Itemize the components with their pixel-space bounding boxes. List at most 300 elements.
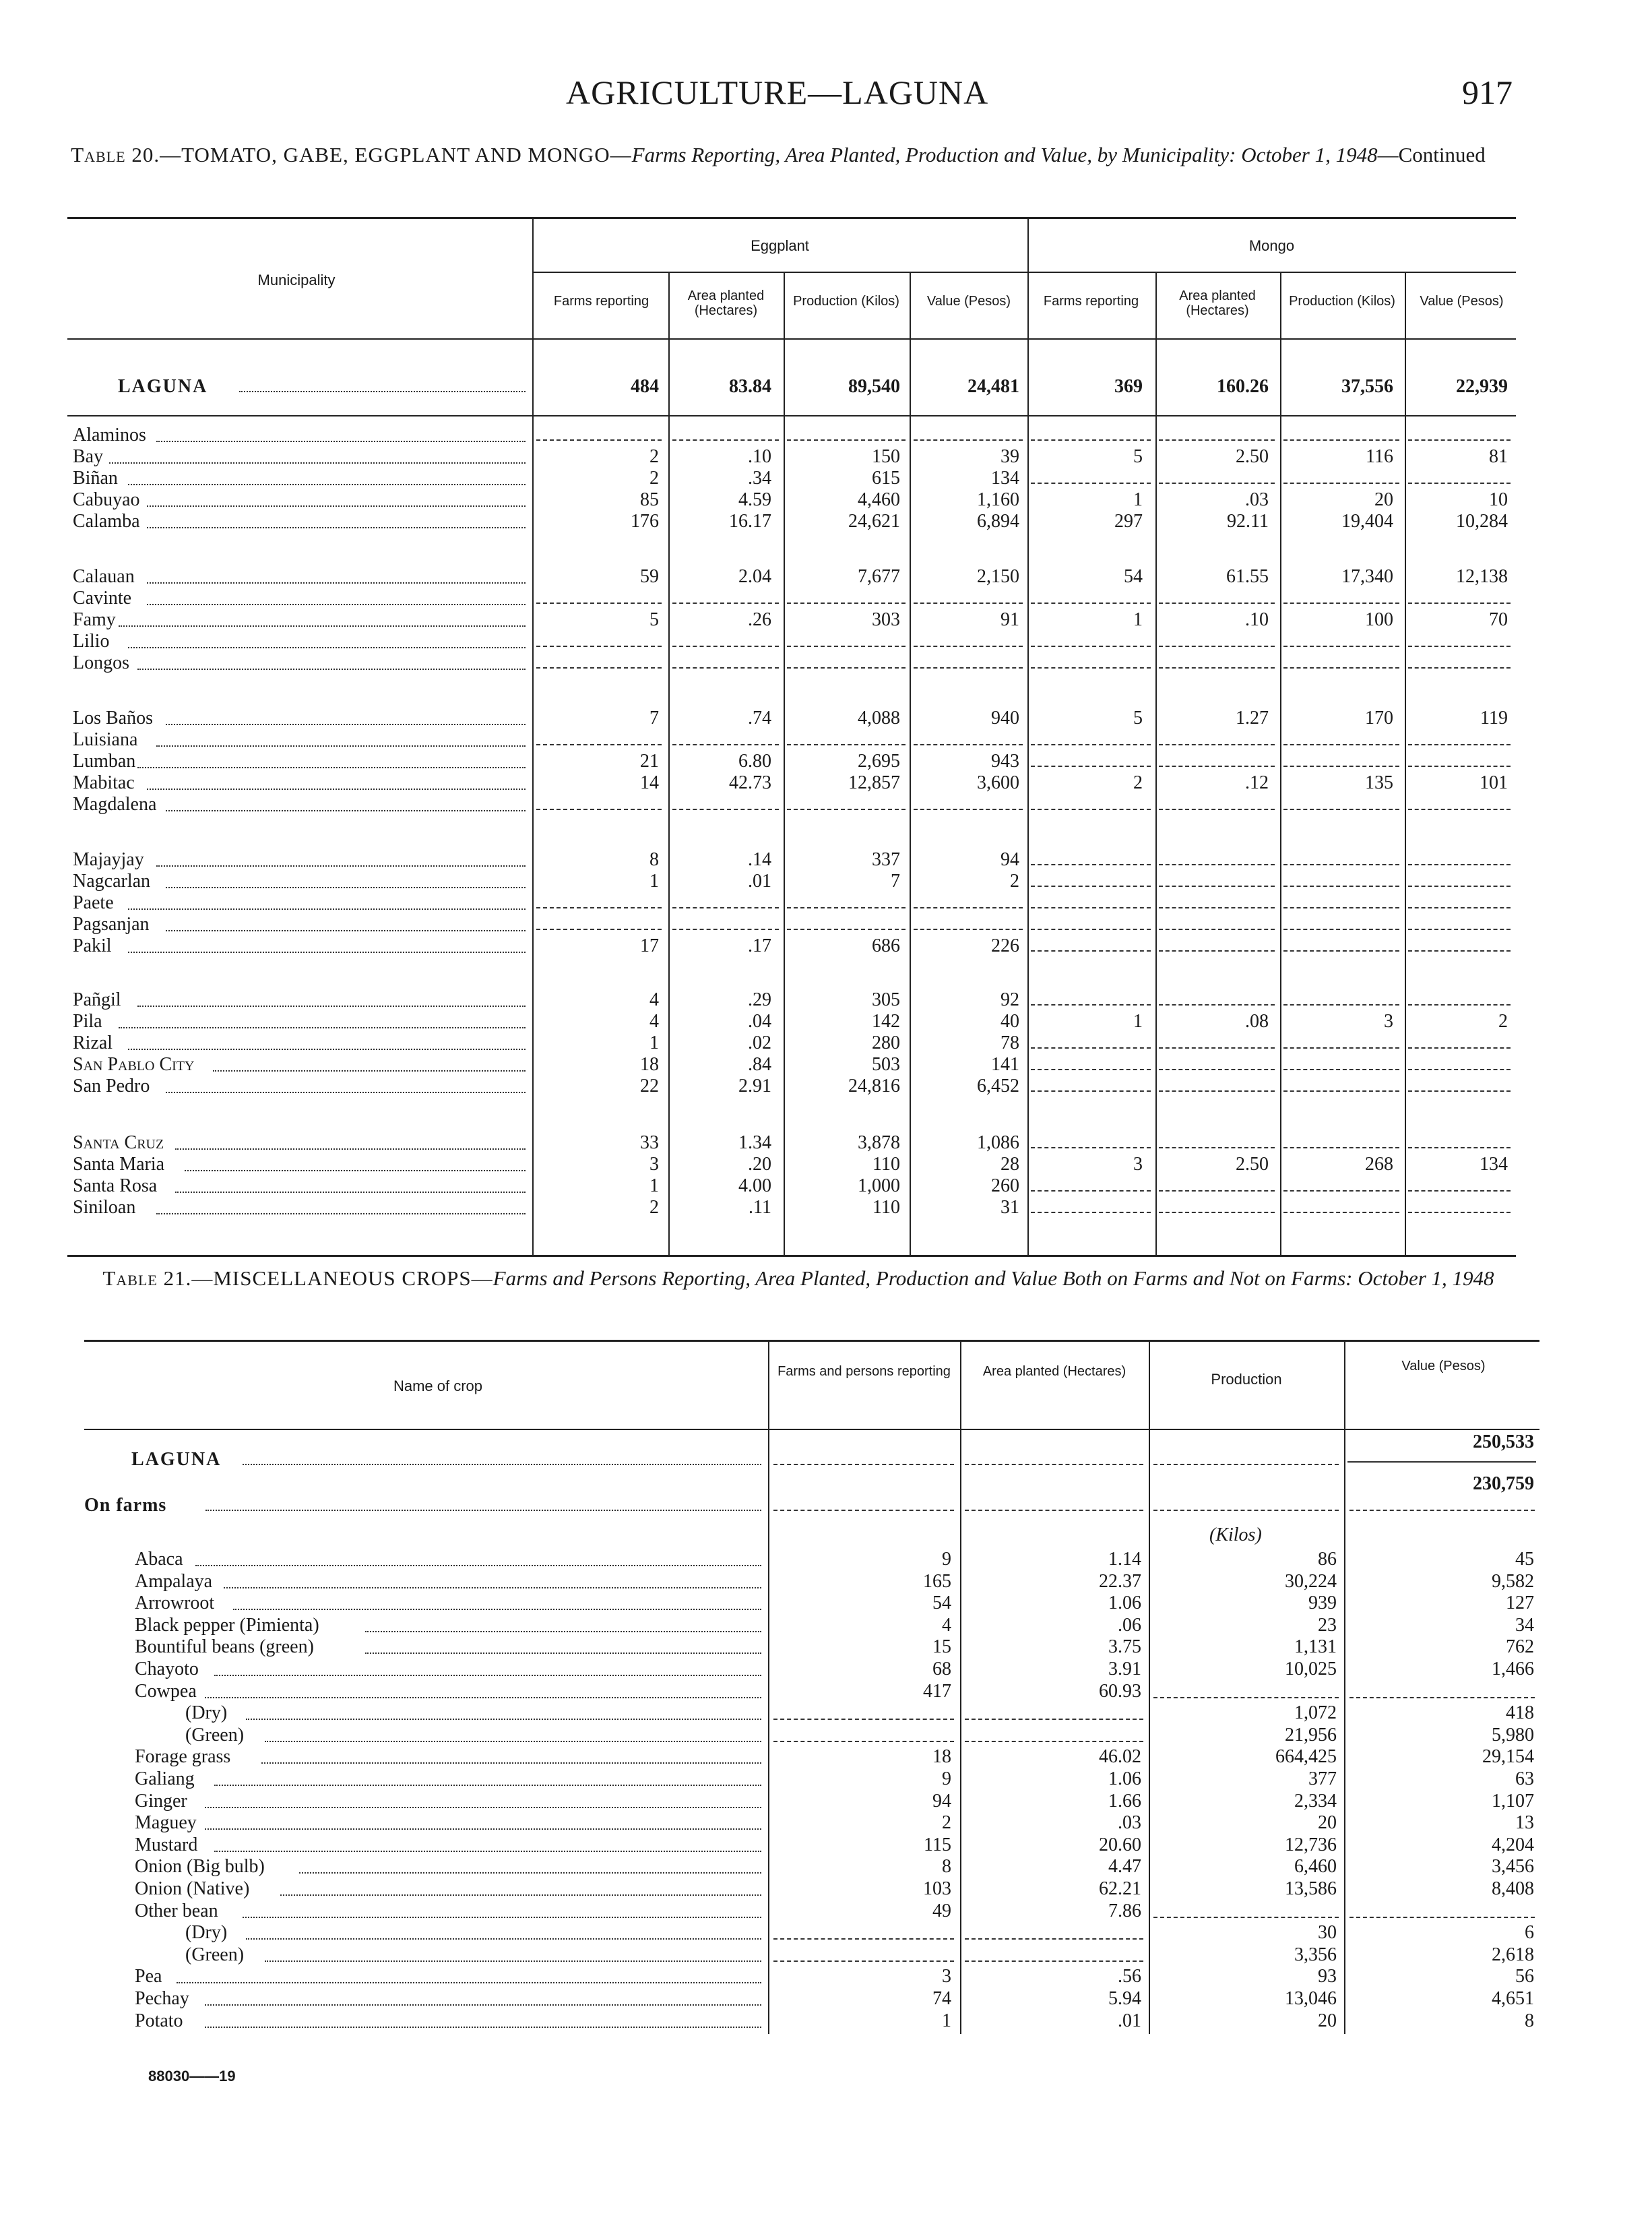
row-name: Longos — [73, 652, 129, 673]
cell: 1.34 — [738, 1132, 771, 1153]
cell: .12 — [1245, 772, 1269, 793]
empty-cell-dash — [1408, 483, 1511, 484]
leader-dots — [156, 745, 526, 747]
cell: 18 — [640, 1054, 659, 1075]
leader-dots — [265, 1960, 761, 1962]
table20-caption-tail: —Continued — [1377, 143, 1486, 166]
row-name: Bountiful beans (green) — [135, 1636, 314, 1658]
table20-row — [0, 794, 1652, 815]
cell: 78 — [1000, 1032, 1019, 1053]
leader-dots — [166, 810, 526, 811]
leader-dots — [137, 669, 526, 670]
empty-cell-dash — [1159, 439, 1275, 441]
cell: 8 — [649, 849, 659, 870]
empty-cell-dash — [965, 1741, 1143, 1742]
table20-col-value-mongo: Value (Pesos) — [1420, 294, 1504, 309]
cell: .11 — [749, 1197, 771, 1218]
cell: 2 — [1010, 871, 1019, 892]
row-name: Cowpea — [135, 1680, 197, 1702]
empty-cell-dash — [773, 1741, 954, 1742]
cell: 13 — [1515, 1812, 1534, 1834]
table20-row — [0, 1132, 1652, 1154]
table20-row — [0, 468, 1652, 489]
cell: 1.06 — [1108, 1593, 1141, 1614]
cell: 9 — [942, 1768, 951, 1789]
row-name: Siniloan — [73, 1197, 136, 1218]
table21-row — [0, 1702, 1652, 1724]
cell: 2,334 — [1294, 1790, 1337, 1812]
empty-cell-dash — [1159, 744, 1275, 745]
empty-cell-dash — [1159, 483, 1275, 484]
empty-cell-dash — [536, 907, 662, 908]
cell: 940 — [991, 708, 1019, 729]
cell: 62.21 — [1099, 1878, 1141, 1899]
cell: 2.91 — [738, 1076, 771, 1096]
table20-row — [0, 914, 1652, 935]
cell: 9,582 — [1492, 1570, 1534, 1592]
cell: 83.84 — [729, 376, 771, 397]
table20-col-value-eggplant: Value (Pesos) — [926, 294, 1011, 309]
table20-col-area-mongo: Area planted (Hectares) — [1179, 288, 1256, 318]
empty-cell-dash — [1159, 809, 1275, 810]
empty-cell-dash — [1031, 603, 1151, 604]
empty-cell-dash — [1031, 1147, 1151, 1148]
cell: 19,404 — [1341, 511, 1393, 532]
empty-cell-dash — [1283, 1069, 1399, 1070]
cell: 46.02 — [1099, 1746, 1141, 1768]
cell: 49 — [932, 1900, 951, 1921]
table20-caption-italic: Farms Reporting, Area Planted, Production and Value, by Municipality: October 1, 1948 — [631, 143, 1378, 166]
empty-cell-dash — [1159, 766, 1275, 767]
cell: 13,046 — [1285, 1988, 1337, 2009]
empty-cell-dash — [536, 646, 662, 647]
empty-cell-dash — [1283, 483, 1399, 484]
cell: 1 — [1133, 609, 1143, 630]
row-name: San Pedro — [73, 1076, 150, 1096]
row-name: Abaca — [135, 1549, 183, 1570]
table20-col-area-eggplant: Area planted (Hectares) — [687, 288, 765, 318]
cell: 116 — [1366, 446, 1393, 467]
empty-cell-dash — [1408, 766, 1511, 767]
cell: 17 — [640, 935, 659, 956]
cell: 4 — [649, 989, 659, 1010]
leader-dots — [166, 724, 526, 725]
cell: 176 — [631, 511, 659, 532]
cell: 134 — [1480, 1154, 1508, 1175]
leader-dots — [205, 1828, 761, 1830]
row-name: Pagsanjan — [73, 914, 150, 935]
leader-dots — [243, 1464, 761, 1465]
empty-cell-dash — [1159, 1004, 1275, 1006]
empty-cell-dash — [773, 1960, 954, 1962]
row-name: (Green) — [185, 1724, 245, 1746]
cell: 9 — [942, 1549, 951, 1570]
leader-dots — [224, 1587, 761, 1588]
empty-cell-dash — [1283, 886, 1399, 887]
cell: 5 — [649, 609, 659, 630]
dash-fill — [1349, 1510, 1535, 1511]
cell: 2,695 — [858, 751, 900, 772]
cell: 6,460 — [1294, 1856, 1337, 1878]
empty-cell-dash — [1031, 646, 1151, 647]
row-name: Onion (Big bulb) — [135, 1856, 265, 1878]
cell: .03 — [1245, 489, 1269, 510]
cell: 10,284 — [1456, 511, 1508, 532]
empty-cell-dash — [914, 667, 1023, 669]
empty-cell-dash — [1031, 483, 1151, 484]
empty-cell-dash — [1031, 886, 1151, 887]
leader-dots — [147, 505, 526, 507]
cell: .14 — [748, 849, 771, 870]
cell: 1,160 — [977, 489, 1019, 510]
empty-cell-dash — [914, 603, 1023, 604]
cell: 1.66 — [1108, 1790, 1141, 1812]
empty-cell-dash — [787, 907, 906, 908]
row-name: Maguey — [135, 1812, 197, 1834]
empty-cell-dash — [1408, 439, 1511, 441]
leader-dots — [119, 1027, 526, 1028]
cell: 484 — [631, 376, 659, 397]
leader-dots — [214, 1785, 761, 1786]
cell: 24,816 — [848, 1076, 900, 1096]
cell: 60.93 — [1099, 1680, 1141, 1702]
empty-cell-dash — [1159, 603, 1275, 604]
table21-caption-lead: Table 21.—MISCELLANEOUS CROPS— — [102, 1266, 493, 1290]
empty-cell-dash — [1159, 907, 1275, 908]
cell: 68 — [932, 1659, 951, 1679]
empty-cell-dash — [1283, 1047, 1399, 1049]
row-name: Pechay — [135, 1988, 189, 2009]
empty-cell-dash — [1159, 1090, 1275, 1092]
table20-row — [0, 566, 1652, 588]
cell: 4,204 — [1492, 1834, 1534, 1855]
table20-group-eggplant: Eggplant — [751, 237, 809, 254]
table21-col-farms: Farms and persons reporting — [777, 1364, 951, 1379]
table20-row — [0, 772, 1652, 794]
cell: .02 — [748, 1032, 771, 1053]
row-name: Pakil — [73, 935, 112, 956]
table21-row — [0, 1944, 1652, 1966]
table20-row — [0, 1197, 1652, 1218]
leader-dots — [137, 767, 526, 768]
cell: 1,072 — [1294, 1702, 1337, 1724]
cell: 1.06 — [1108, 1768, 1141, 1789]
empty-cell-dash — [965, 1960, 1143, 1962]
cell: 3,456 — [1492, 1856, 1534, 1878]
empty-cell-dash — [1031, 744, 1151, 745]
leader-dots — [261, 1762, 761, 1764]
table20-row — [0, 1054, 1652, 1076]
empty-cell-dash — [1408, 646, 1511, 647]
table20-row — [0, 511, 1652, 532]
leader-dots — [280, 1894, 761, 1896]
table20-row — [0, 892, 1652, 914]
table21-row — [0, 1878, 1652, 1900]
table20-row — [0, 1011, 1652, 1032]
cell: 369 — [1114, 376, 1143, 397]
cell: 33 — [640, 1132, 659, 1153]
cell: 1,107 — [1492, 1790, 1534, 1812]
cell: 2,618 — [1492, 1944, 1534, 1965]
leader-dots — [156, 1213, 526, 1214]
cell: 21 — [640, 751, 659, 772]
empty-cell-dash — [1159, 950, 1275, 952]
row-name: Cavinte — [73, 588, 132, 609]
row-name: Majayjay — [73, 849, 144, 870]
table21-row — [0, 1615, 1652, 1636]
cell: 63 — [1515, 1768, 1534, 1789]
row-name: Other bean — [135, 1900, 218, 1921]
cell: 12,736 — [1285, 1834, 1337, 1855]
empty-cell-dash — [536, 439, 662, 441]
cell: 20.60 — [1099, 1834, 1141, 1855]
empty-cell-dash — [1159, 1047, 1275, 1049]
empty-cell-dash — [1408, 907, 1511, 908]
cell: 70 — [1489, 609, 1508, 630]
leader-dots — [128, 908, 526, 910]
leader-dots — [147, 604, 526, 605]
running-title: AGRICULTURE—LAGUNA — [566, 73, 989, 111]
cell: 377 — [1308, 1768, 1337, 1789]
empty-cell-dash — [773, 1719, 954, 1720]
leader-dots — [128, 952, 526, 953]
table21-row — [0, 1966, 1652, 1987]
empty-cell-dash — [1408, 603, 1511, 604]
empty-cell-dash — [1408, 1190, 1511, 1192]
empty-cell-dash — [1408, 744, 1511, 745]
leader-dots — [265, 1741, 761, 1742]
cell: 5 — [1133, 446, 1143, 467]
empty-cell-dash — [1031, 1212, 1151, 1213]
table21-row — [0, 1746, 1652, 1768]
cell: 664,425 — [1275, 1746, 1337, 1768]
cell: 2 — [649, 446, 659, 467]
cell: 56 — [1515, 1966, 1534, 1987]
cell: .74 — [748, 708, 771, 729]
cell: 93 — [1318, 1966, 1337, 1987]
cell: 45 — [1515, 1549, 1534, 1570]
empty-cell-dash — [914, 907, 1023, 908]
empty-cell-dash — [536, 929, 662, 930]
row-name: Potato — [135, 2010, 183, 2031]
kilos-label: (Kilos) — [1209, 1524, 1262, 1545]
empty-cell-dash — [965, 1719, 1143, 1720]
cell: 2,150 — [977, 566, 1019, 587]
cell: 3 — [649, 1154, 659, 1175]
row-name: LAGUNA — [131, 1449, 222, 1470]
empty-cell-dash — [1031, 439, 1151, 441]
leader-dots — [205, 1807, 761, 1808]
table21-row — [0, 1549, 1652, 1570]
table20-top-rule — [67, 217, 1516, 219]
cell: 2.50 — [1236, 1154, 1269, 1175]
table20-group-rule — [532, 272, 1516, 273]
row-name: Black pepper (Pimienta) — [135, 1614, 319, 1636]
table20-row — [0, 849, 1652, 871]
cell: .17 — [748, 935, 771, 956]
empty-cell-dash — [1408, 1090, 1511, 1092]
empty-cell-dash — [1408, 929, 1511, 930]
table20-row — [0, 425, 1652, 446]
leader-dots — [205, 2027, 761, 2028]
row-name: Biñan — [73, 468, 118, 489]
cell: 1 — [649, 1032, 659, 1053]
cell: 54 — [932, 1593, 951, 1614]
table20-header-rule — [67, 338, 1516, 340]
empty-cell-dash — [914, 439, 1023, 441]
table20-row — [0, 729, 1652, 751]
cell: 268 — [1365, 1154, 1393, 1175]
row-name: Pila — [73, 1011, 102, 1032]
row-name: Chayoto — [135, 1659, 199, 1679]
leader-dots — [175, 1148, 526, 1150]
row-name: Santa Cruz — [73, 1132, 164, 1153]
empty-cell-dash — [914, 744, 1023, 745]
row-name: Galiang — [135, 1768, 195, 1789]
cell: 89,540 — [848, 376, 900, 397]
table20-row — [0, 871, 1652, 892]
table21-col-value: Value (Pesos) — [1401, 1359, 1486, 1373]
empty-cell-dash — [1283, 646, 1399, 647]
cell: .10 — [748, 446, 771, 467]
cell: 305 — [872, 989, 900, 1010]
cell: 135 — [1365, 772, 1393, 793]
leader-dots — [246, 1719, 761, 1720]
leader-dots — [205, 2004, 761, 2006]
cell: 1 — [1133, 489, 1143, 510]
cell: 5.94 — [1108, 1988, 1141, 2009]
cell: 110 — [872, 1197, 900, 1218]
table20-caption — [67, 140, 1489, 170]
cell: 10 — [1489, 489, 1508, 510]
cell: 22.37 — [1099, 1570, 1141, 1592]
leader-dots — [214, 1675, 761, 1676]
leader-dots — [147, 527, 526, 528]
table21-total-row — [0, 1449, 1652, 1471]
dash-fill — [773, 1510, 954, 1511]
row-name: Lilio — [73, 631, 110, 652]
leader-dots — [233, 1609, 761, 1610]
empty-cell-dash — [1283, 809, 1399, 810]
empty-cell-dash — [1031, 1047, 1151, 1049]
table20-row — [0, 751, 1652, 772]
cell: 54 — [1124, 566, 1143, 587]
page-number: 917 — [1462, 73, 1513, 111]
cell: 20 — [1318, 1812, 1337, 1834]
cell: 3,600 — [977, 772, 1019, 793]
leader-dots — [156, 441, 526, 442]
cell: 141 — [991, 1054, 1019, 1075]
empty-cell-dash — [1283, 950, 1399, 952]
empty-cell-dash — [672, 667, 779, 669]
empty-cell-dash — [1031, 1090, 1151, 1092]
row-name: Magdalena — [73, 794, 157, 815]
empty-cell-dash — [1031, 809, 1151, 810]
leader-dots — [128, 647, 526, 648]
cell: 1,466 — [1492, 1659, 1534, 1679]
cell: 59 — [640, 566, 659, 587]
table21-onfarms-value-row — [0, 1473, 1652, 1495]
empty-cell-dash — [1159, 667, 1275, 669]
cell: 110 — [872, 1154, 900, 1175]
empty-cell-dash — [672, 809, 779, 810]
row-name: Arrowroot — [135, 1593, 215, 1614]
empty-cell-dash — [1031, 766, 1151, 767]
cell: 4,088 — [858, 708, 900, 729]
cell: 17,340 — [1341, 566, 1393, 587]
cell: 2 — [649, 1197, 659, 1218]
empty-cell-dash — [1153, 1917, 1339, 1918]
empty-cell-dash — [787, 809, 906, 810]
empty-cell-dash — [1159, 1190, 1275, 1192]
cell: 7.86 — [1108, 1900, 1141, 1921]
cell: 280 — [872, 1032, 900, 1053]
cell: 170 — [1365, 708, 1393, 729]
cell: 6 — [1525, 1922, 1534, 1944]
cell: 3,356 — [1294, 1944, 1337, 1965]
cell: 1.14 — [1108, 1549, 1141, 1570]
cell: .20 — [748, 1154, 771, 1175]
cell: 417 — [923, 1680, 951, 1702]
cell: 2 — [942, 1812, 951, 1834]
leader-dots — [365, 1631, 761, 1632]
table20-row — [0, 489, 1652, 511]
row-name: Rizal — [73, 1032, 113, 1053]
cell: .01 — [748, 871, 771, 892]
table20-row — [0, 708, 1652, 729]
empty-cell-dash — [914, 929, 1023, 930]
empty-cell-dash — [787, 667, 906, 669]
cell: 226 — [991, 935, 1019, 956]
leader-dots — [166, 887, 526, 888]
cell: 1,000 — [858, 1175, 900, 1196]
cell: 23 — [1318, 1614, 1337, 1636]
cell: 1 — [942, 2010, 951, 2031]
table20-col-municipality: Municipality — [257, 272, 336, 288]
cell: 39 — [1000, 446, 1019, 467]
cell: 37,556 — [1341, 376, 1393, 397]
cell: 3,878 — [858, 1132, 900, 1153]
cell: 4.47 — [1108, 1856, 1141, 1878]
empty-cell-dash — [1283, 667, 1399, 669]
table21-row — [0, 1636, 1652, 1658]
table20-group-mongo: Mongo — [1248, 237, 1295, 254]
empty-cell-dash — [1408, 950, 1511, 952]
cell: 6,452 — [977, 1076, 1019, 1096]
cell: 503 — [872, 1054, 900, 1075]
cell: .01 — [1118, 2010, 1141, 2031]
cell: 165 — [923, 1570, 951, 1592]
cell: 762 — [1506, 1636, 1534, 1658]
leader-dots — [109, 462, 526, 464]
cell: 4.00 — [738, 1175, 771, 1196]
table21-col-name: Name of crop — [393, 1378, 483, 1394]
leader-dots — [299, 1872, 761, 1874]
empty-cell-dash — [1408, 1212, 1511, 1213]
empty-cell-dash — [1408, 1047, 1511, 1049]
cell: .84 — [748, 1054, 771, 1075]
cell: 6.80 — [738, 751, 771, 772]
cell: 150 — [872, 446, 900, 467]
row-name: Mabitac — [73, 772, 135, 793]
cell: 2 — [649, 468, 659, 489]
cell: 1 — [649, 1175, 659, 1196]
table21-row — [0, 1681, 1652, 1702]
cell: 10,025 — [1285, 1659, 1337, 1679]
row-name: Mustard — [135, 1834, 198, 1855]
row-name: Bay — [73, 446, 104, 467]
row-name: Lumban — [73, 751, 136, 772]
